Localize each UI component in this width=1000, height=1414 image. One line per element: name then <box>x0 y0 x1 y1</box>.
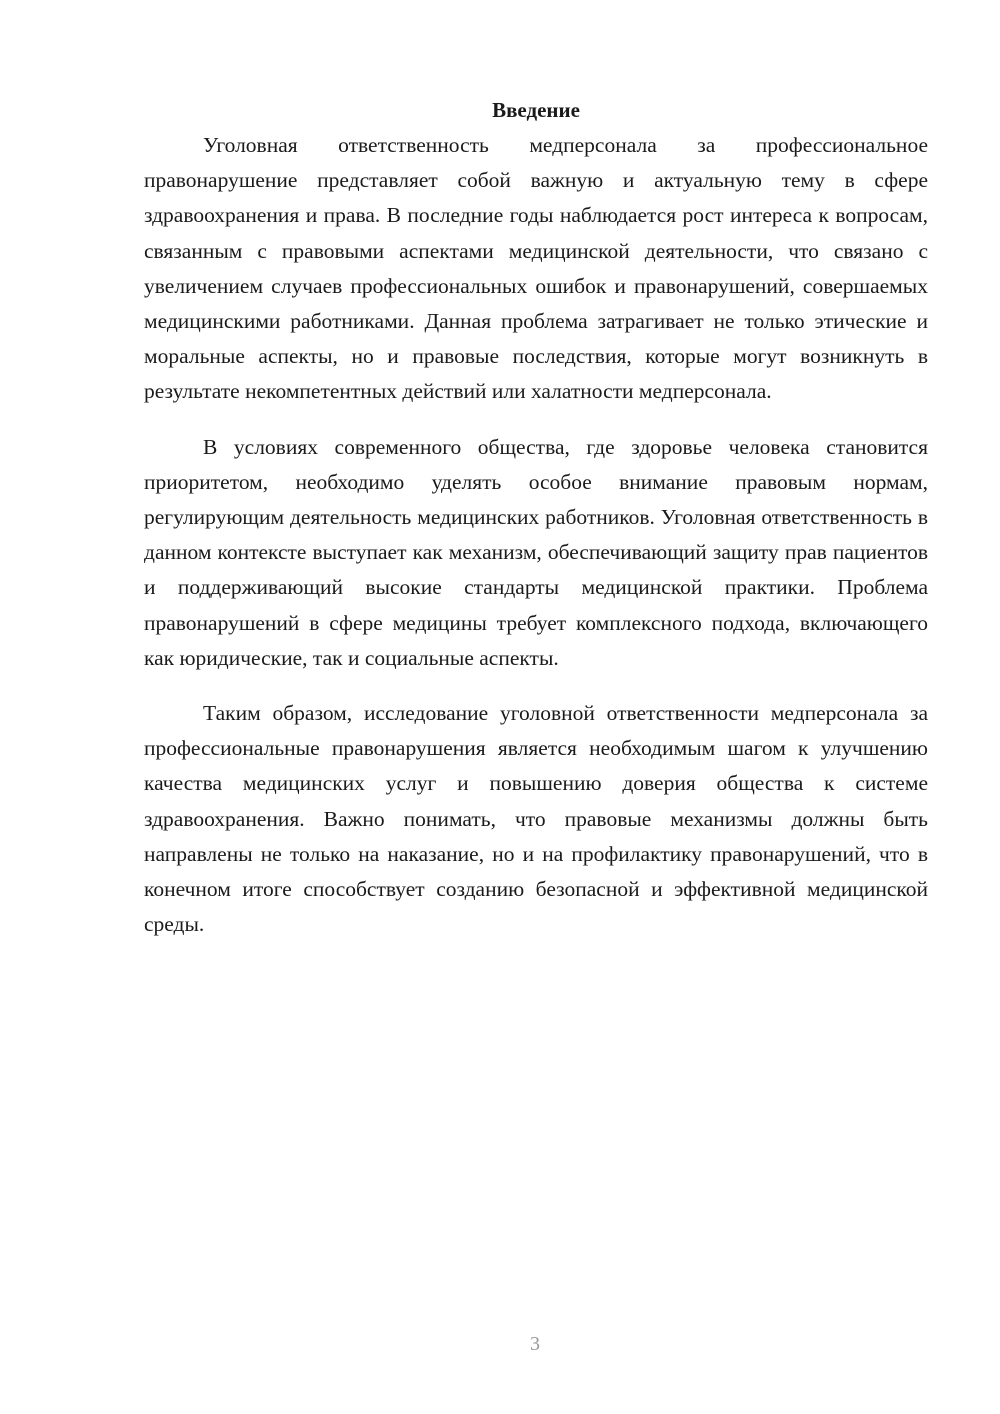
paragraph-3: Таким образом, исследование уголовной ответственности медперсонала за профессиональные правонарушения является необходимым шагом к улучшению качества медицинских услуг и повышению доверия общества к системе здравоохранения. Важно понимать, что правовые механизмы должны быть направлены не только на наказание, но и на профилактику правонарушений, что в конечном итоге способствует созданию безопасной и эффективной медицинской среды. <box>144 701 928 937</box>
section-title: Введение <box>492 98 580 122</box>
paragraph-1: Уголовная ответственность медперсонала за профессиональное правонарушение представляет собой важную и актуальную тему в сфере здравоохранения и права. В последние годы наблюдается рост интереса к вопросам, связанным с правовыми аспектами медицинской деятельности, что связано с увеличением случаев профессиональных ошибок и правонарушений, совершаемых медицинскими работниками. Данная проблема затрагивает не только этические и моральные аспекты, но и правовые последствия, которые могут возникнуть в результате некомпетентных действий или халатности медперсонала. <box>144 133 928 404</box>
page-number: 3 <box>530 1333 540 1355</box>
page-content <box>144 95 928 962</box>
paragraph-2: В условиях современного общества, где здоровье человека становится приоритетом, необходимо уделять особое внимание правовым нормам, регулирующим деятельность медицинских работников. Уголовная ответственность в данном контексте выступает как механизм, обеспечивающий защиту прав пациентов и поддерживающий высокие стандарты медицинской практики. Проблема правонарушений в сфере медицины требует комплексного подхода, включающего как юридические, так и социальные аспекты. <box>144 434 928 670</box>
